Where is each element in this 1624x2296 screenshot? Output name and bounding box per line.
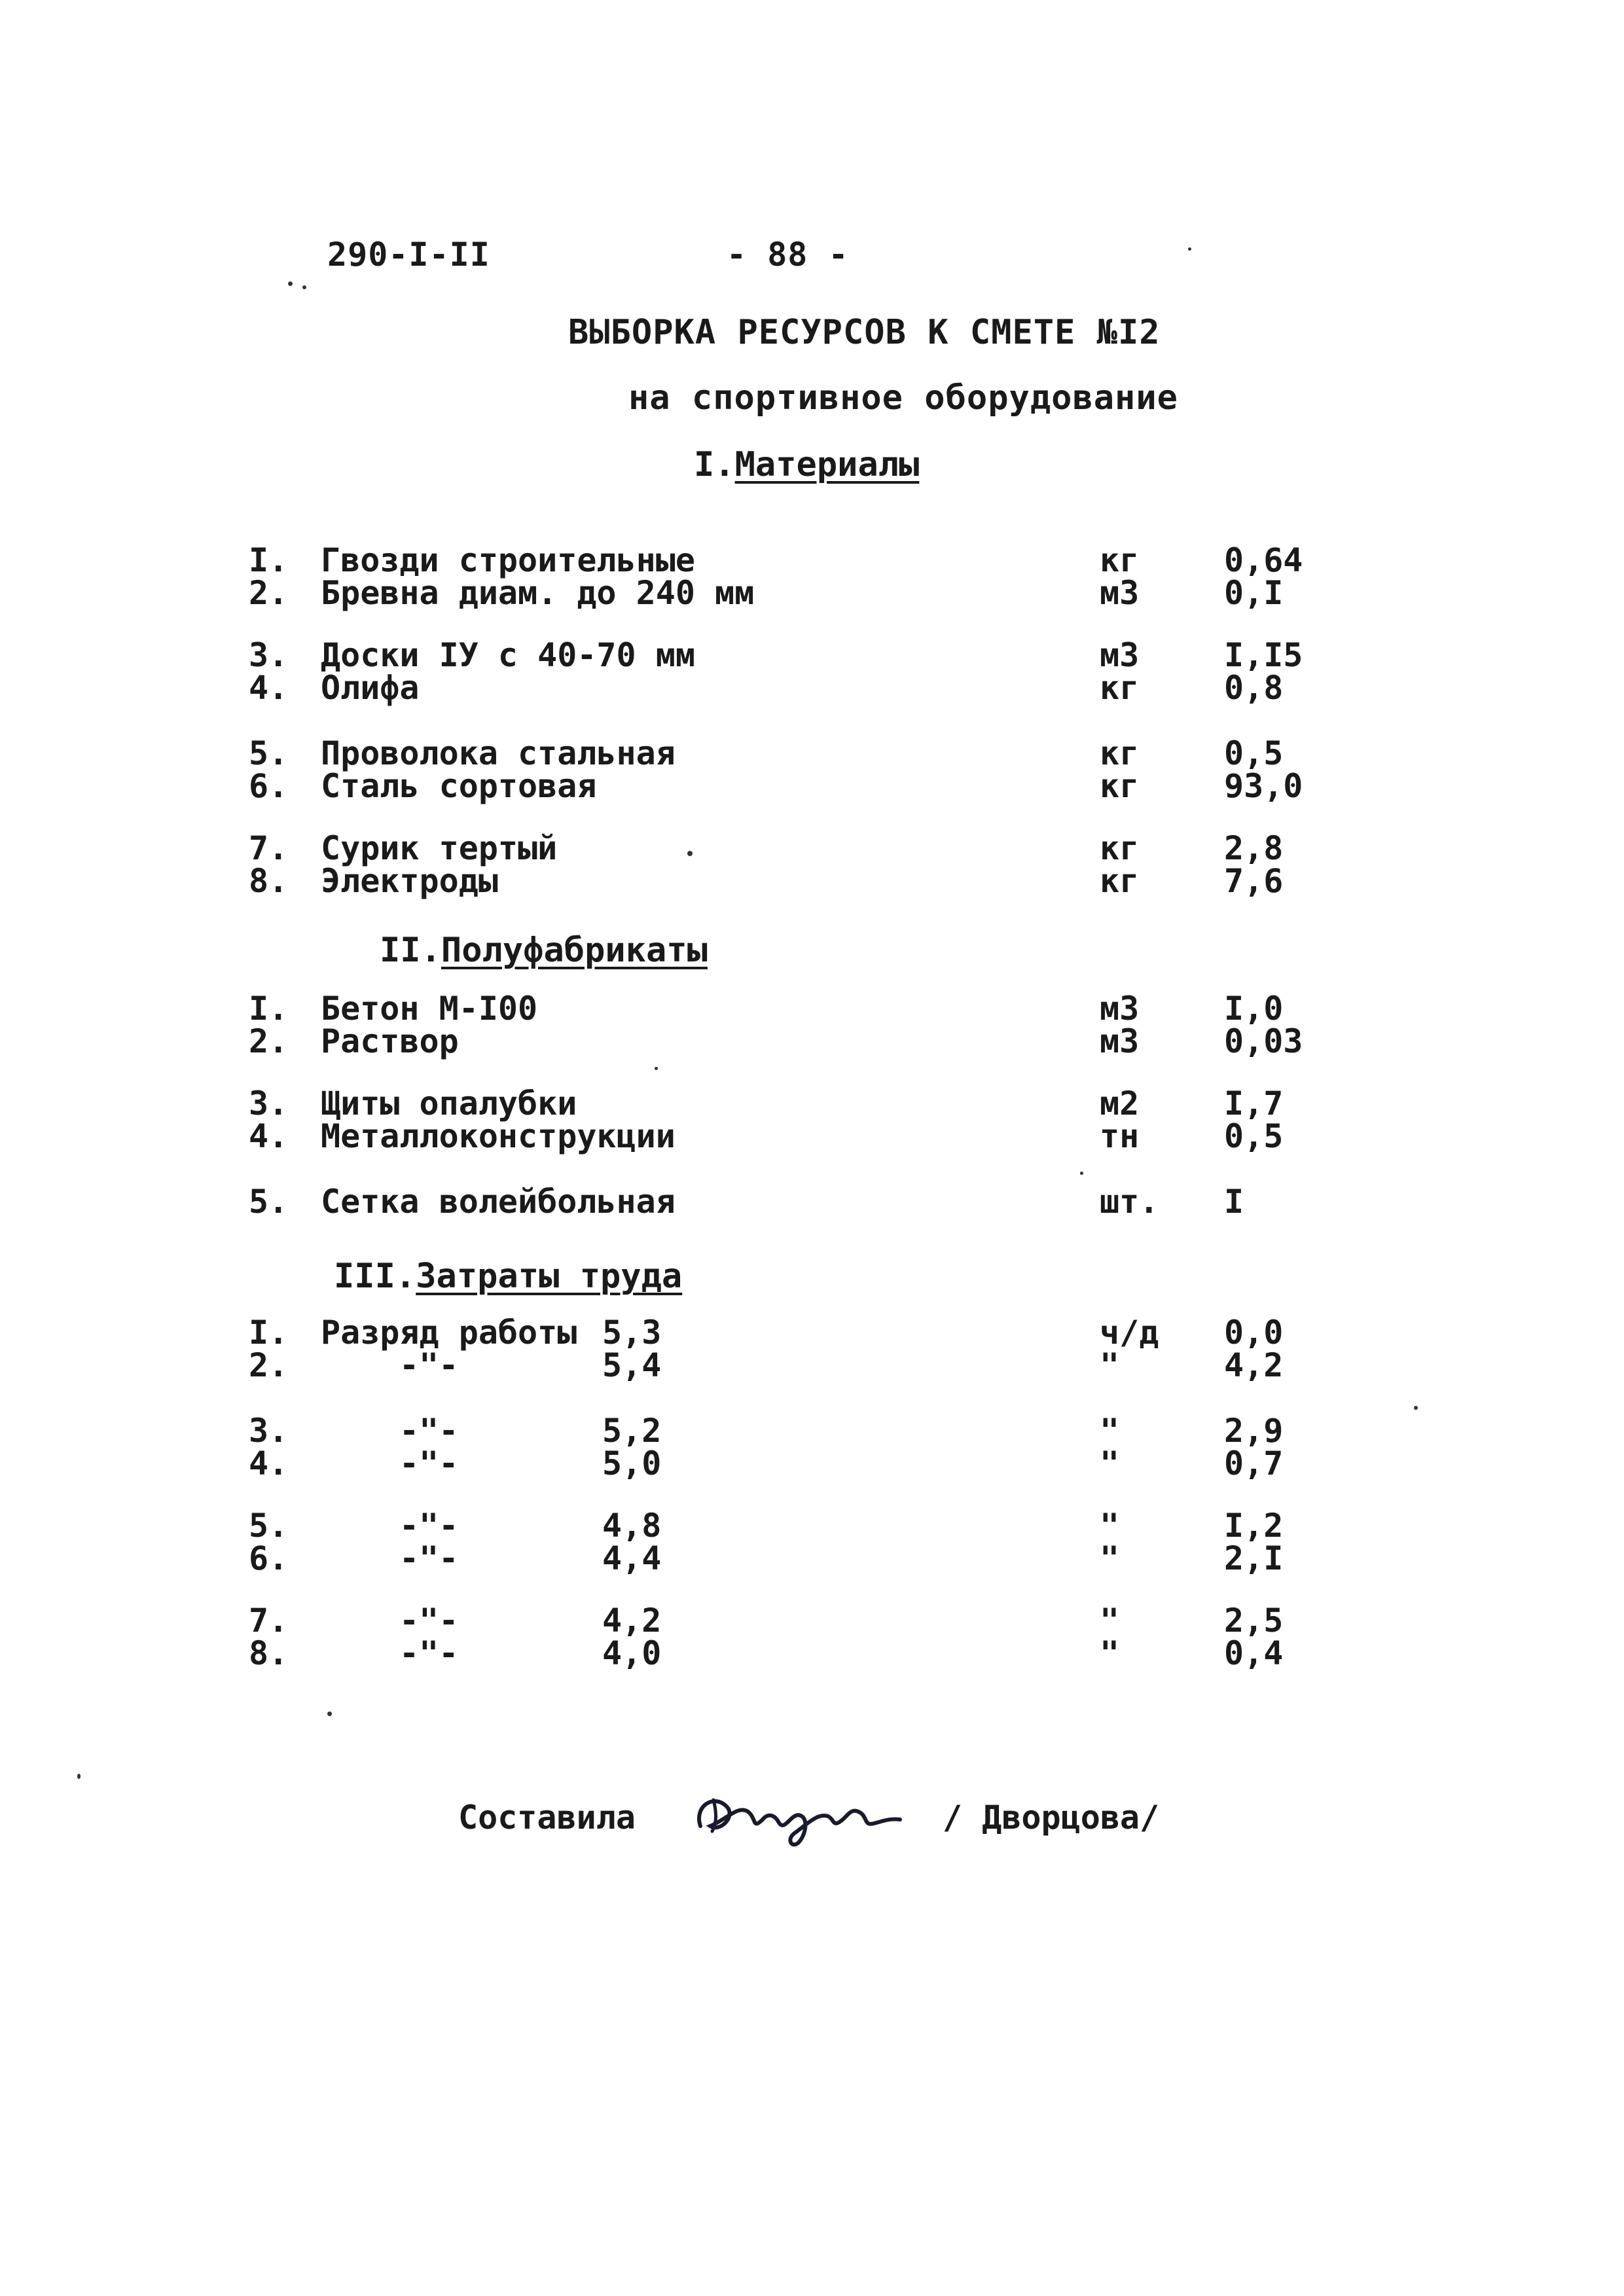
item-name: Щиты опалубки: [321, 1085, 577, 1122]
item-number: 4.: [249, 1117, 289, 1155]
scan-speck: [77, 1774, 81, 1779]
item-number: 6.: [249, 1539, 289, 1577]
unit-of-measure: ": [1100, 1507, 1120, 1545]
resource-row: [0, 1509, 1624, 1543]
item-number: I.: [249, 541, 289, 579]
work-grade: 4,0: [602, 1634, 662, 1672]
resource-row: [0, 1636, 1624, 1670]
work-grade: 5,3: [602, 1314, 662, 1352]
resource-row: [0, 1086, 1624, 1121]
quantity: I,7: [1224, 1085, 1284, 1122]
item-name: Сетка волейбольная: [321, 1183, 676, 1221]
document-subtitle: на спортивное оборудование: [628, 378, 1178, 418]
unit-of-measure: кг: [1100, 541, 1140, 579]
quantity: 0,7: [1224, 1444, 1284, 1482]
unit-of-measure: м3: [1100, 1022, 1140, 1060]
scan-speck: [288, 281, 293, 286]
item-name: Раствор: [321, 1022, 459, 1060]
section-heading-labor: [334, 1257, 682, 1296]
quantity: 2,8: [1224, 829, 1284, 867]
quantity: 2,5: [1224, 1602, 1284, 1640]
resource-row: [0, 1316, 1624, 1350]
unit-of-measure: ": [1100, 1346, 1120, 1384]
item-name: Электроды: [321, 862, 498, 900]
resource-row: [0, 736, 1624, 770]
quantity: 0,5: [1224, 734, 1284, 772]
resource-row: [0, 1414, 1624, 1448]
item-number: 2.: [249, 1346, 289, 1384]
unit-of-measure: шт.: [1100, 1183, 1159, 1221]
item-number: 3.: [249, 636, 289, 674]
unit-of-measure: кг: [1100, 767, 1140, 805]
document-title: ВЫБОРКА РЕСУРСОВ К СМЕТЕ №I2: [568, 313, 1161, 352]
item-name: Разряд работы: [321, 1314, 577, 1352]
item-name: Металлоконструкции: [321, 1117, 676, 1155]
item-number: 3.: [249, 1412, 289, 1450]
unit-of-measure: м3: [1100, 636, 1140, 674]
item-name: Сталь сортовая: [321, 767, 597, 805]
item-name: -"-: [399, 1444, 459, 1482]
section-title: Материалы: [734, 445, 920, 484]
resource-row: [0, 1541, 1624, 1575]
item-name: -"-: [399, 1507, 459, 1545]
resource-row: [0, 638, 1624, 672]
item-number: 8.: [249, 1634, 289, 1672]
item-name: Проволока стальная: [321, 734, 676, 772]
quantity: 0,5: [1224, 1117, 1284, 1155]
unit-of-measure: кг: [1100, 862, 1140, 900]
unit-of-measure: м3: [1100, 990, 1140, 1028]
unit-of-measure: ": [1100, 1602, 1120, 1640]
unit-of-measure: кг: [1100, 829, 1140, 867]
quantity: 0,03: [1224, 1022, 1303, 1060]
section-heading-semifinished: [380, 931, 708, 970]
quantity: 93,0: [1224, 767, 1303, 805]
item-name: Гвозди строительные: [321, 541, 695, 579]
quantity: 0,I: [1224, 574, 1284, 612]
section-heading-materials: [694, 445, 919, 484]
unit-of-measure: ": [1100, 1444, 1120, 1482]
unit-of-measure: кг: [1100, 734, 1140, 772]
item-number: 8.: [249, 862, 289, 900]
item-number: 4.: [249, 1444, 289, 1482]
item-name: Бревна диам. до 240 мм: [321, 574, 755, 612]
signature-label: Составила: [458, 1799, 636, 1837]
resource-row: [0, 1348, 1624, 1382]
work-grade: 4,8: [602, 1507, 662, 1545]
item-number: 2.: [249, 1022, 289, 1060]
quantity: 4,2: [1224, 1346, 1284, 1384]
item-number: 7.: [249, 829, 289, 867]
resource-row: [0, 864, 1624, 898]
resource-row: [0, 831, 1624, 865]
item-number: I.: [249, 1314, 289, 1352]
unit-of-measure: ч/д: [1100, 1314, 1159, 1352]
work-grade: 5,2: [602, 1412, 662, 1450]
document-code: 290-I-II: [327, 236, 490, 274]
unit-of-measure: кг: [1100, 669, 1140, 707]
item-number: 5.: [249, 1183, 289, 1221]
item-name: -"-: [399, 1539, 459, 1577]
quantity: 2,I: [1224, 1539, 1284, 1577]
resource-row: [0, 576, 1624, 610]
item-number: 3.: [249, 1085, 289, 1122]
item-name: -"-: [399, 1602, 459, 1640]
scan-speck: [1080, 1172, 1083, 1175]
item-number: 6.: [249, 767, 289, 805]
quantity: 0,0: [1224, 1314, 1284, 1352]
page-number: - 88 -: [727, 236, 849, 274]
quantity: 2,9: [1224, 1412, 1284, 1450]
scan-speck: [327, 1712, 332, 1716]
scan-speck: [1188, 247, 1191, 251]
section-number: II.: [380, 931, 441, 970]
resource-row: [0, 671, 1624, 705]
section-number: III.: [334, 1257, 416, 1296]
unit-of-measure: м3: [1100, 574, 1140, 612]
item-name: Олифа: [321, 669, 420, 707]
handwritten-signature: [687, 1780, 910, 1852]
item-name: Доски IУ с 40-70 мм: [321, 636, 695, 674]
section-title: Затраты труда: [416, 1257, 683, 1296]
unit-of-measure: ": [1100, 1634, 1120, 1672]
work-grade: 5,4: [602, 1346, 662, 1384]
item-name: -"-: [399, 1346, 459, 1384]
unit-of-measure: м2: [1100, 1085, 1140, 1122]
resource-row: [0, 1185, 1624, 1219]
section-title: Полуфабрикаты: [441, 931, 708, 970]
item-number: I.: [249, 990, 289, 1028]
item-number: 5.: [249, 734, 289, 772]
resource-row: [0, 1446, 1624, 1480]
resource-row: [0, 769, 1624, 803]
quantity: I,I5: [1224, 636, 1303, 674]
work-grade: 4,4: [602, 1539, 662, 1577]
unit-of-measure: ": [1100, 1412, 1120, 1450]
item-name: -"-: [399, 1634, 459, 1672]
work-grade: 5,0: [602, 1444, 662, 1482]
resource-row: [0, 1119, 1624, 1153]
scan-speck: [1414, 1406, 1418, 1410]
quantity: I,0: [1224, 990, 1284, 1028]
scan-speck: [687, 851, 693, 856]
item-name: -"-: [399, 1412, 459, 1450]
quantity: I,2: [1224, 1507, 1284, 1545]
quantity: 7,6: [1224, 862, 1284, 900]
item-number: 4.: [249, 669, 289, 707]
item-name: Сурик тертый: [321, 829, 558, 867]
section-number: I.: [694, 445, 735, 484]
quantity: 0,4: [1224, 1634, 1284, 1672]
unit-of-measure: тн: [1100, 1117, 1140, 1155]
resource-row: [0, 1604, 1624, 1638]
item-number: 5.: [249, 1507, 289, 1545]
scan-speck: [302, 285, 306, 289]
quantity: 0,8: [1224, 669, 1284, 707]
quantity: 0,64: [1224, 541, 1303, 579]
resource-row: [0, 1024, 1624, 1058]
resource-row: [0, 543, 1624, 577]
item-name: Бетон М-I00: [321, 990, 538, 1028]
signatory-name: / Дворцова/: [943, 1799, 1160, 1837]
item-number: 7.: [249, 1602, 289, 1640]
scan-speck: [655, 1067, 658, 1070]
item-number: 2.: [249, 574, 289, 612]
quantity: I: [1224, 1183, 1244, 1221]
work-grade: 4,2: [602, 1602, 662, 1640]
resource-row: [0, 992, 1624, 1026]
unit-of-measure: ": [1100, 1539, 1120, 1577]
